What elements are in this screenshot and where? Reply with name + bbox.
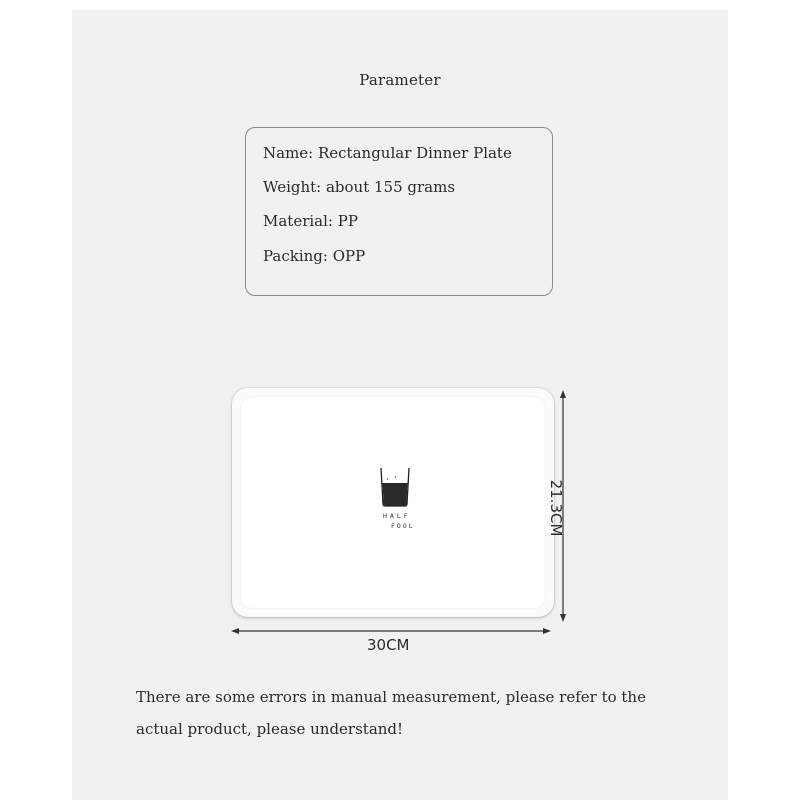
tray-art	[225, 380, 565, 640]
tray-art-line1: HALF	[383, 512, 411, 520]
tray-art-line2: FOOL	[391, 522, 415, 530]
spec-box	[245, 127, 553, 296]
tray-illustration	[225, 380, 565, 640]
glass-icon	[381, 468, 409, 506]
spec-material: Material: PP	[263, 212, 358, 230]
spec-name: Name: Rectangular Dinner Plate	[263, 144, 512, 162]
width-label: 30CM	[367, 636, 410, 654]
spec-packing: Packing: OPP	[263, 247, 366, 265]
measurement-note-line1: There are some errors in manual measurement, please refer to the	[136, 688, 646, 706]
parameter-heading: Parameter	[359, 71, 441, 89]
spec-weight: Weight: about 155 grams	[263, 178, 456, 196]
height-label: 21.3CM	[547, 479, 565, 537]
measurement-note-line2: actual product, please understand!	[136, 720, 404, 738]
